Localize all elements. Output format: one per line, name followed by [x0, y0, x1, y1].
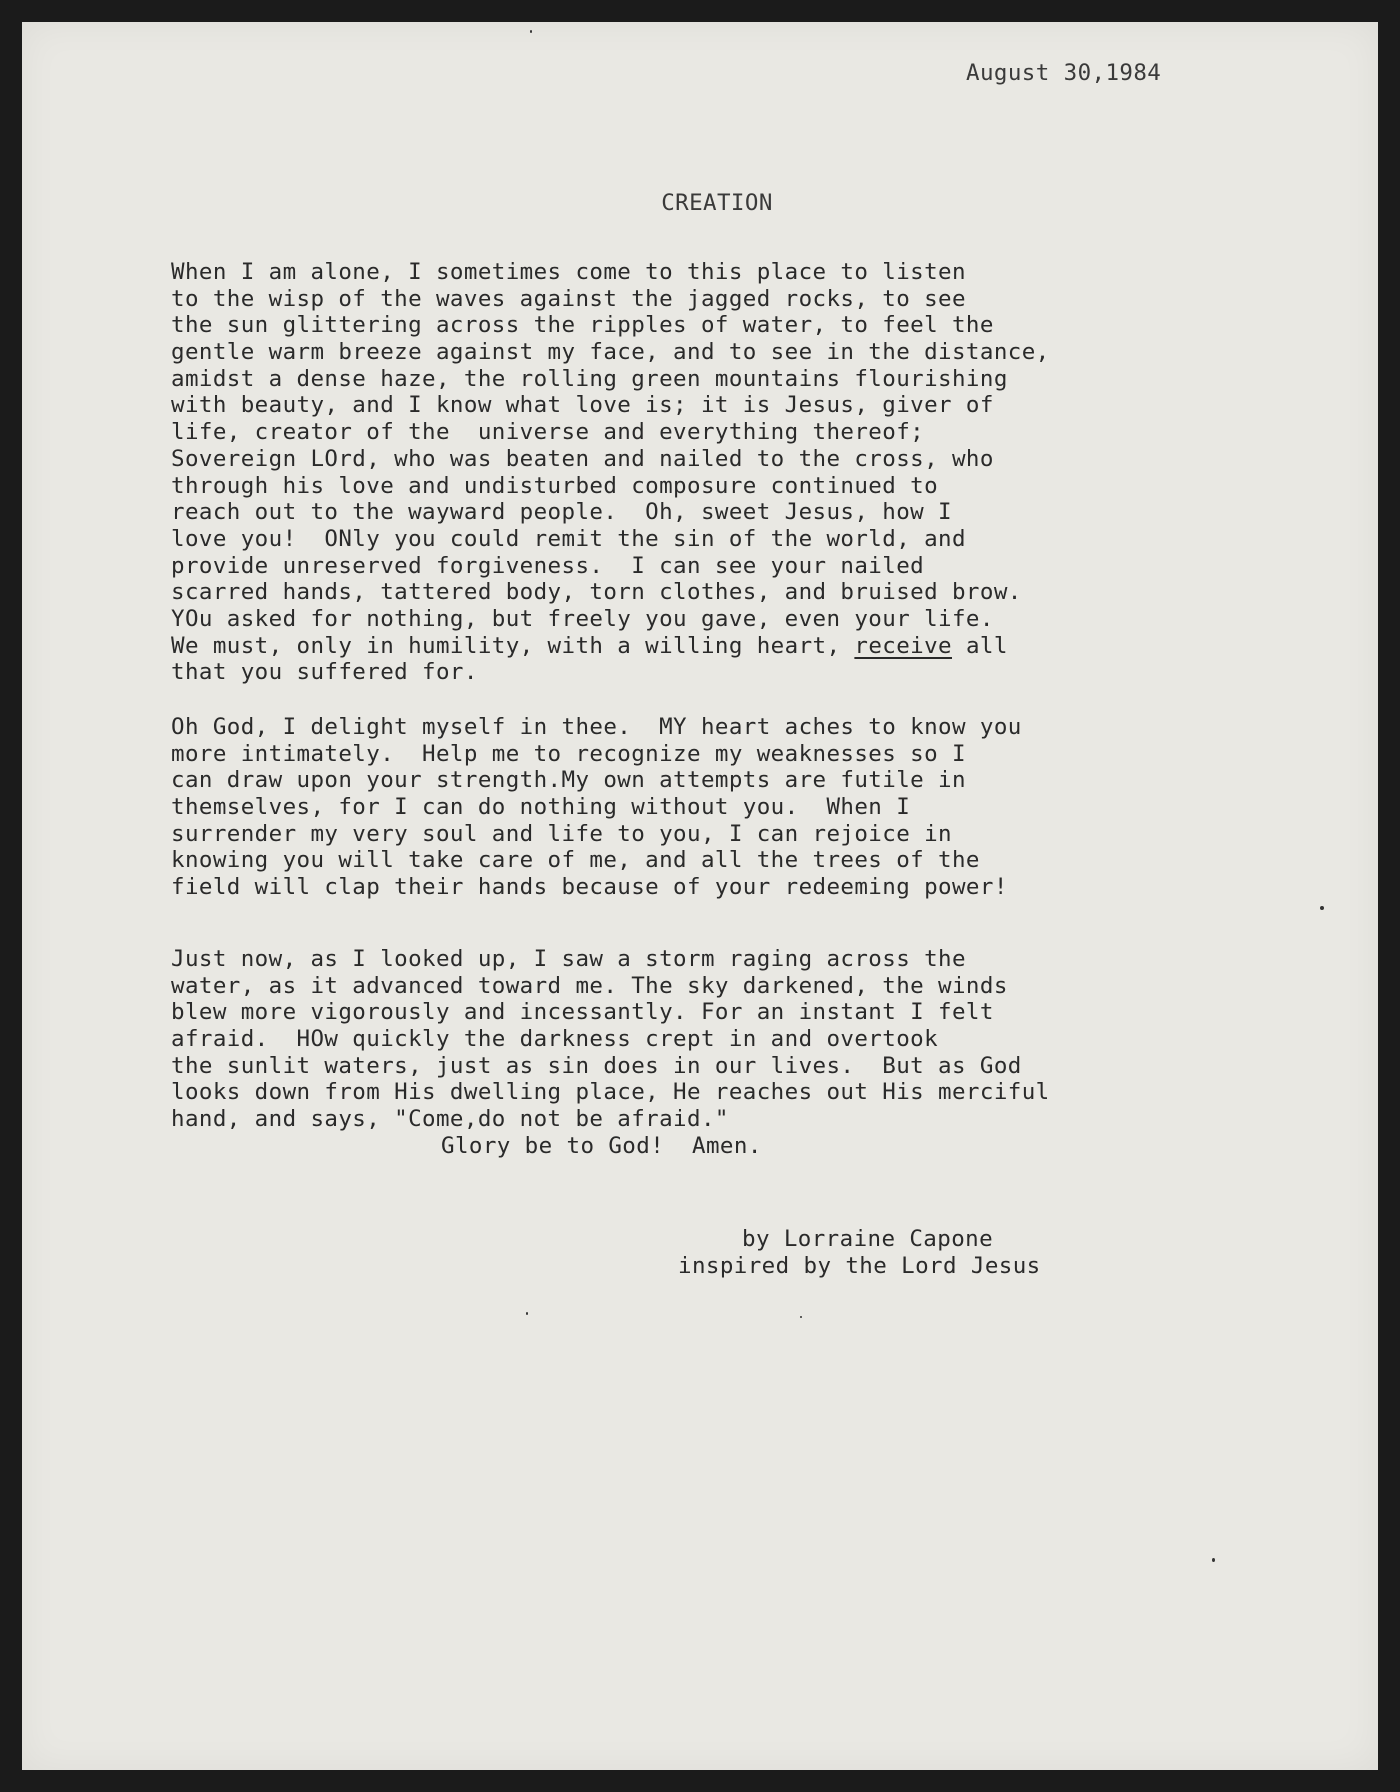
text-line: field will clap their hands because of your redeeming power!	[171, 874, 1008, 901]
paper-speck	[526, 1312, 528, 1315]
text-line: through his love and undisturbed composure continued to	[171, 472, 939, 499]
text-line: reach out to the wayward people. Oh, sweet Jesus, how I	[171, 499, 952, 526]
text-line: Oh God, I delight myself in thee. MY heart aches to know you	[171, 714, 1022, 740]
inspiration-line: inspired by the Lord Jesus	[678, 1253, 1041, 1279]
text-line: provide unreserved forgiveness. I can see your nailed	[171, 552, 925, 579]
text-line: looks down from His dwelling place, He reaches out His merciful	[171, 1079, 1050, 1106]
signature-block	[22, 1226, 1378, 1280]
text-line: themselves, for I can do nothing without you. When I	[171, 794, 911, 821]
text-line: When I am alone, I sometimes come to this place to listen	[171, 259, 966, 285]
document-date: August 30,1984	[966, 60, 1162, 86]
text-segment: We must, only in humility, with a willing heart,	[171, 632, 855, 659]
author-line: by Lorraine Capone	[742, 1226, 994, 1252]
text-line: the sun glittering across the ripples of water, to feel the	[171, 312, 994, 339]
text-segment: all	[952, 632, 1008, 659]
text-line: Just now, as I looked up, I saw a storm raging across the	[171, 946, 966, 972]
text-line: with beauty, and I know what love is; it is Jesus, giver of	[171, 392, 994, 419]
text-line-with-underline	[171, 633, 1050, 660]
text-line: YOu asked for nothing, but freely you gave, even your life.	[171, 605, 994, 632]
document-title: CREATION	[661, 190, 773, 216]
paper-speck	[530, 30, 532, 33]
text-line: life, creator of the universe and everything thereof;	[171, 419, 925, 446]
closing-line: Glory be to God! Amen.	[441, 1132, 762, 1159]
paper-speck	[1212, 1558, 1215, 1562]
text-line: gentle warm breeze against my face, and to see in the distance,	[171, 339, 1050, 366]
text-line: can draw upon your strength.My own attempts are futile in	[171, 767, 966, 794]
text-line: the sunlit waters, just as sin does in our lives. But as God	[171, 1052, 1022, 1079]
text-line: more intimately. Help me to recognize my weaknesses so I	[171, 740, 966, 767]
paragraph-3	[171, 946, 1050, 1160]
text-line: love you! ONly you could remit the sin of the world, and	[171, 525, 966, 552]
text-line: hand, and says, "Come,do not be afraid."	[171, 1106, 729, 1133]
underlined-word: receive	[854, 632, 952, 659]
text-line: blew more vigorously and incessantly. For an instant I felt	[171, 999, 994, 1026]
paragraph-1	[171, 259, 1050, 686]
text-line: knowing you will take care of me, and all the trees of the	[171, 847, 980, 874]
text-line: amidst a dense haze, the rolling green mountains flourishing	[171, 365, 1008, 392]
text-line: surrender my very soul and life to you, I can rejoice in	[171, 820, 952, 847]
text-line: water, as it advanced toward me. The sky darkened, the winds	[171, 972, 1008, 999]
paper-speck	[800, 1316, 802, 1318]
text-line: Sovereign LOrd, who was beaten and nailed to the cross, who	[171, 445, 994, 472]
text-line: that you suffered for.	[171, 659, 478, 686]
text-line: scarred hands, tattered body, torn clothes, and bruised brow.	[171, 579, 1022, 606]
letter-page	[22, 22, 1378, 1770]
text-line: afraid. HOw quickly the darkness crept in and overtook	[171, 1026, 939, 1053]
paper-speck	[1320, 906, 1324, 910]
text-line: to the wisp of the waves against the jagged rocks, to see	[171, 285, 966, 312]
paragraph-2	[171, 714, 1022, 901]
